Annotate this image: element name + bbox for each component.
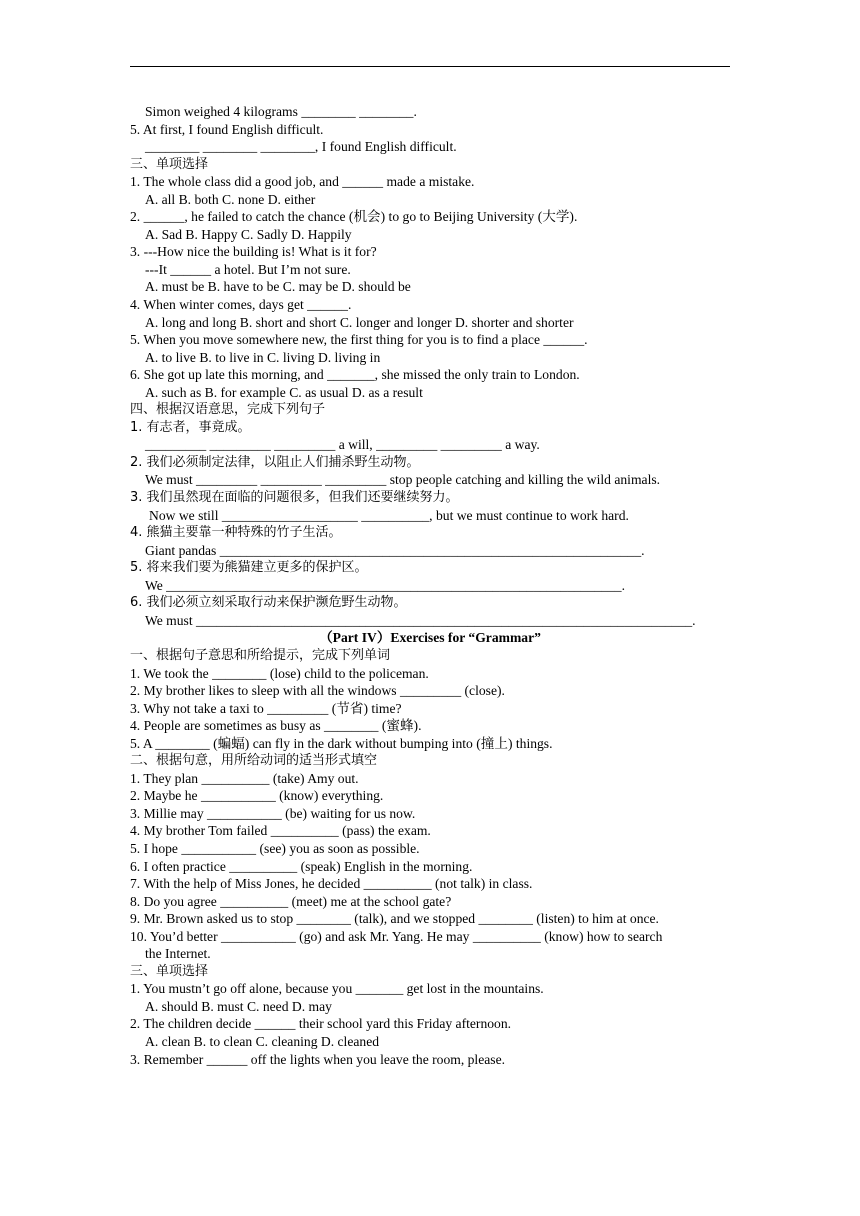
verb-item-8: 8. Do you agree __________ (meet) me at the school gate? <box>130 893 452 909</box>
mc-question-1: 1. The whole class did a good job, and ______ made a mistake. <box>130 174 475 190</box>
mc-options-5: A. to live B. to live in C. living D. living in <box>145 349 381 365</box>
verb-item-5: 5. I hope ___________ (see) you as soon as possible. <box>130 840 420 856</box>
verb-item-6: 6. I often practice __________ (speak) English in the morning. <box>130 858 473 874</box>
mc-question-2: 2. ______, he failed to catch the chance (机会) to go to Beijing University (大学). <box>130 209 578 225</box>
word-item-1: 1. We took the ________ (lose) child to the policeman. <box>130 665 429 681</box>
word-item-3: 3. Why not take a taxi to _________ (节省) time? <box>130 700 402 716</box>
section-heading-word-completion: 一、根据句子意思和所给提示，完成下列单词 <box>130 647 391 663</box>
verb-item-2: 2. Maybe he ___________ (know) everything. <box>130 788 384 804</box>
word-item-4: 4. People are sometimes as busy as ________ (蜜蜂). <box>130 718 422 734</box>
verb-item-7: 7. With the help of Miss Jones, he decided __________ (not talk) in class. <box>130 876 533 892</box>
mc2-question-1: 1. You mustn’t go off alone, because you _______ get lost in the mountains. <box>130 981 544 997</box>
translation-q5-en: We ___________________________________________________________________. <box>145 577 625 593</box>
header-rule <box>130 66 730 67</box>
mc2-options-2: A. clean B. to clean C. cleaning D. cleaned <box>145 1033 380 1049</box>
rewrite-q5: 5. At first, I found English difficult. <box>130 121 324 137</box>
section-heading-mc: 三、单项选择 <box>130 156 209 172</box>
mc-options-2: A. Sad B. Happy C. Sadly D. Happily <box>145 226 352 242</box>
translation-q4-cn: 4. 熊猫主要靠一种特殊的竹子生活。 <box>130 525 342 541</box>
mc-question-3b: ---It ______ a hotel. But I’m not sure. <box>145 261 351 277</box>
translation-q3-en: Now we still ____________________ __________, but we must continue to work hard. <box>149 507 629 523</box>
mc-options-1: A. all B. both C. none D. either <box>145 191 316 207</box>
translation-q6-cn: 6. 我们必须立刻采取行动来保护濒危野生动物。 <box>130 595 407 611</box>
verb-item-10-cont: the Internet. <box>145 946 211 962</box>
mc-options-3: A. must be B. have to be C. may be D. should be <box>145 279 411 295</box>
mc2-question-3: 3. Remember ______ off the lights when you leave the room, please. <box>130 1051 505 1067</box>
translation-q1-cn: 1. 有志者，事竟成。 <box>130 419 251 435</box>
verb-item-4: 4. My brother Tom failed __________ (pass) the exam. <box>130 823 431 839</box>
verb-item-10: 10. You’d better ___________ (go) and ask Mr. Yang. He may __________ (know) how to search <box>130 928 663 944</box>
section-heading-verb-forms: 二、根据句意，用所给动词的适当形式填空 <box>130 753 378 769</box>
word-item-2: 2. My brother likes to sleep with all the windows _________ (close). <box>130 683 505 699</box>
verb-item-9: 9. Mr. Brown asked us to stop ________ (talk), and we stopped ________ (listen) to him at once. <box>130 911 659 927</box>
translation-q4-en: Giant pandas ______________________________________________________________. <box>145 542 645 558</box>
mc-question-6: 6. She got up late this morning, and _______, she missed the only train to London. <box>130 367 580 383</box>
translation-q3-cn: 3. 我们虽然现在面临的问题很多，但我们还要继续努力。 <box>130 490 459 506</box>
mc-question-3a: 3. ---How nice the building is! What is it for? <box>130 244 377 260</box>
rewrite-q4-blank: Simon weighed 4 kilograms ________ ________. <box>145 104 417 119</box>
verb-item-3: 3. Millie may ___________ (be) waiting for us now. <box>130 805 416 821</box>
mc-options-6: A. such as B. for example C. as usual D. as a result <box>145 384 423 400</box>
rewrite-q5-blank: ________ ________ ________, I found English difficult. <box>145 139 457 155</box>
mc-options-4: A. long and long B. short and short C. longer and longer D. shorter and shorter <box>145 314 574 330</box>
section-heading-translation: 四、根据汉语意思，完成下列句子 <box>130 402 326 418</box>
section-heading-mc-2: 三、单项选择 <box>130 963 209 979</box>
translation-q2-cn: 2. 我们必须制定法律，以阻止人们捕杀野生动物。 <box>130 454 420 470</box>
mc2-options-1: A. should B. must C. need D. may <box>145 998 332 1014</box>
translation-q5-cn: 5. 将来我们要为熊猫建立更多的保护区。 <box>130 560 368 576</box>
translation-q2-en: We must _________ _________ _________ stop people catching and killing the wild animals. <box>145 472 661 488</box>
worksheet-content <box>130 103 730 1068</box>
word-item-5: 5. A ________ (蝙蝠) can fly in the dark without bumping into (撞上) things. <box>130 735 553 751</box>
translation-q6-en: We must _________________________________________________________________________. <box>145 612 696 628</box>
verb-item-1: 1. They plan __________ (take) Amy out. <box>130 770 359 786</box>
part-iv-title: （Part IV）Exercises for “Grammar” <box>319 630 541 646</box>
mc-question-5: 5. When you move somewhere new, the first thing for you is to find a place ______. <box>130 332 588 348</box>
mc-question-4: 4. When winter comes, days get ______. <box>130 297 352 313</box>
translation-q1-en: _________ _________ _________ a will, _________ _________ a way. <box>145 437 540 453</box>
mc2-question-2: 2. The children decide ______ their school yard this Friday afternoon. <box>130 1016 512 1032</box>
